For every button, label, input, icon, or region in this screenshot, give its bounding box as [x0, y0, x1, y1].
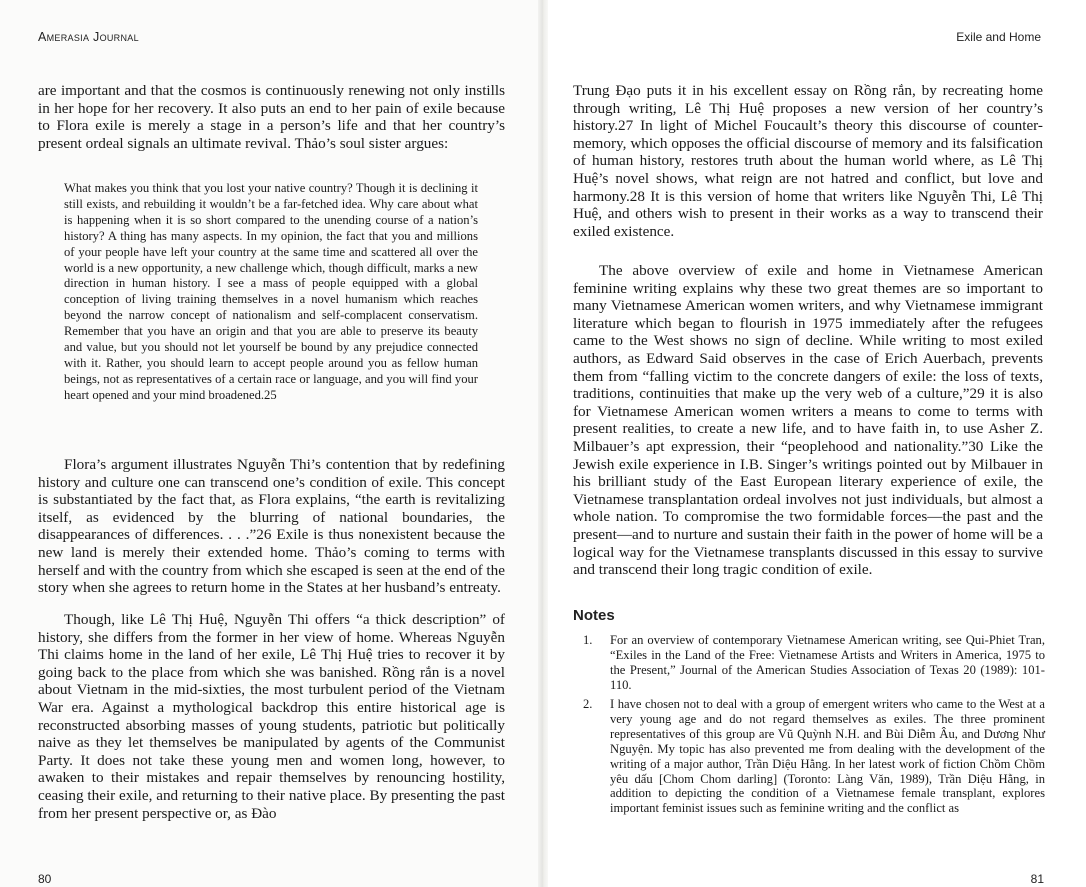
paragraph-trung-dao: Trung Đạo puts it in his excellent essay on Rồng rắn, by recreating home through writing, Lê Thị Huệ proposes a new version of her country’s history.27 In light of Michel Foucault’s theory this discourse of counter-memory, which opposes the official discourse of memory and its falsification of human history, restores truth about the human world where, as Lê Thị Huệ’s novel shows, what reign are not hatred and conflict, but love and harmony.28 It is this version of home that writers like Nguyễn Thi, Lê Thị Huệ, and others wish to present in their works as a way to transcend their exiled existence. [573, 82, 1043, 240]
paragraph-overview: The above overview of exile and home in Vietnamese American feminine writing explains why these two great themes are so important to many Vietnamese American women writers, and why Vietnamese immigrant literature which began to flourish in 1975 immediately after the refugees came to the West shows no sign of decline. While writing to most exiled authors, as Edward Said observes in the case of Erich Auerbach, prevents them from “falling victim to the concrete dangers of exile: the loss of texts, traditions, continuities that make up the very web of a culture,”29 it is also for Vietnamese American women writers a means to come to terms with present realities, to create a new life, and to have faith in, to use Asher Z. Milbauer’s apt expression, their “peoplehood and nationality.”30 Like the Jewish exile experience in I.B. Singer’s writings pointed out by Milbauer in his brilliant study of the East European literary experience of exile, the Vietnamese transplantation ordeal involves not just individuals, but almost a whole nation. To compromise the two formidable forces—the past and the present—and to nurture and sustain their faith in the power of home will be a logical way for the Vietnamese transplants discussed in this essay to survive and transcend their long tragic condition of exile. [573, 262, 1043, 579]
running-head-left: Amerasia Journal [38, 30, 139, 44]
note-item [583, 633, 1045, 695]
note-item [583, 697, 1045, 837]
block-quote: What makes you think that you lost your native country? Though it is declining it still exists, and rebuilding it wouldn’t be a far-fetched idea. Why care about what is happening when it is so short compared to the unending course of a nation’s history? A thing has many aspects. In my opinion, the fact that you and millions of your people have left your country at the same time and scattered all over the world is a new opportunity, a new challenge which, though difficult, marks a new direction in human history. I see a mass of people equipped with a global conception of living training themselves in a novel humanism which reaches beyond the narrow concept of nationalism and self-complacent conservatism. Remember that you have an origin and that you are able to preserve its beauty and value, but you should not let yourself be bound by any prejudice connected with it. Rather, you should learn to accept people around you as fellow human beings, not as representatives of a certain race or language, and you will find your heart opened and your mind broadened.25 [64, 181, 478, 402]
paragraph-flora-argument: Flora’s argument illustrates Nguyễn Thi’s contention that by redefining history and culture one can transcend one’s condition of exile. This concept is substantiated by the fact that, as Flora explains, “the earth is revitalizing itself, as evidenced by the blurring of national boundaries, the disappearances of differences. . . .”26 Exile is thus nonexistent because the new land is merely their extended home. Thảo’s coming to terms with herself and with the country from which she escaped is seen at the end of the story when she agrees to return home in the States at her husband’s entreaty. [38, 456, 505, 597]
note-number: 2. [583, 697, 593, 711]
page-number-right: 81 [1030, 872, 1044, 886]
paragraph-though: Though, like Lê Thị Huệ, Nguyễn Thi offers “a thick description” of history, she differs from the former in her view of home. Whereas Nguyễn Thi claims home in the land of her exile, Lê Thị Huệ tries to recover it by going back to the place from which she was banished. Rồng rắn is a novel about Vietnam in the mid-sixties, the most turbulent period of the Vietnam War era. Against a mythological backdrop this entire historical age is reconstructed absorbing masses of young students, patriotic but politically naive as they let themselves be manipulated by agents of the Communist Party. It does not take these young men and women long, however, to awaken to their mistakes and repair themselves by renouncing hostility, ceasing their exile, and returning to their native place. By presenting the past from her present perspective or, as Đào [38, 611, 505, 822]
note-text: I have chosen not to deal with a group of emergent writers who came to the West at a very young age and do not regard themselves as exiles. The three prominent representatives of this group are Vũ Quỳnh N.H. and Bùi Diễm Âu, and Dương Như Nguyện. My topic has also prevented me from dealing with the development of the writing of a major author, Trần Diệu Hằng. In her latest work of fiction Chồm Chồm yêu dấu [Chom Chom darling] (Toronto: Làng Văn, 1989), Trần Diệu Hằng, in addition to depicting the condition of a Vietnamese female transplant, explores important feminist issues such as feminine writing and the conflict as [610, 697, 1045, 816]
paragraph-intro: are important and that the cosmos is continuously renewing not only instills in her hope for her recovery. It also puts an end to her pain of exile because to Flora exile is merely a stage in a person’s life and that her country’s present ordeal signals an ultimate revival. Thảo’s soul sister argues: [38, 82, 505, 152]
running-head-right: Exile and Home [956, 30, 1041, 44]
page-number-left: 80 [38, 872, 52, 886]
note-number: 1. [583, 633, 593, 647]
notes-heading: Notes [573, 607, 615, 624]
note-text: For an overview of contemporary Vietnamese American writing, see Qui-Phiet Tran, “Exiles in the Land of the Free: Vietnamese Artists and Writers in America, 1975 to the Present,” Journal of the American Studies Association of Texas 20 (1989): 101-110. [610, 633, 1045, 692]
